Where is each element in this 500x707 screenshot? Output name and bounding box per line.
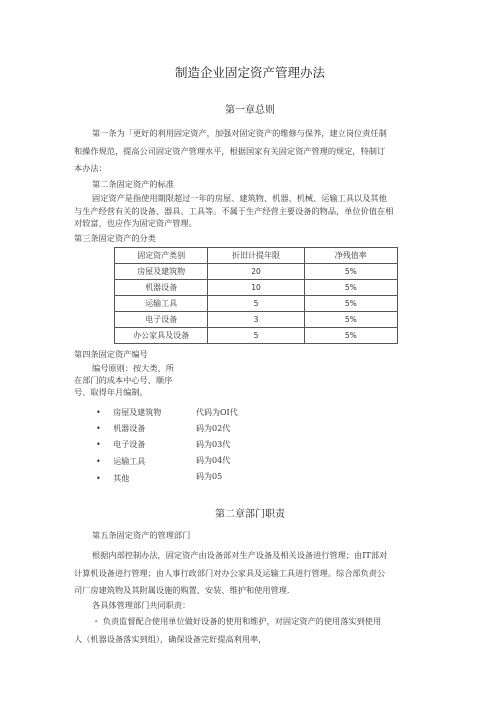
category-bullet-item <box>96 423 145 434</box>
code-line: 码为03代 <box>196 440 231 449</box>
table-row <box>115 264 398 280</box>
article2-line: 固定资产是指使用期限超过一年的房屋、建筑物、机器、机械、运输工具以及其他 <box>92 193 387 203</box>
column-header: 净残值率 <box>304 248 397 264</box>
article4-line: 在部门的成本中心号、顺序 <box>74 375 173 385</box>
residual-rate-cell: 5% <box>304 296 397 312</box>
bullet-label: 其他 <box>113 474 130 483</box>
duty-line: 人（机器设备落实到组），确保设备完好提高利用率， <box>74 633 267 644</box>
code-line: 码为02代 <box>196 424 231 433</box>
residual-rate-cell: 5% <box>304 328 397 344</box>
article1-line: 和操作规范，提高公司固定资产管理水平，根据国家有关固定资产管理的规定，特制订 <box>74 145 386 156</box>
bullet-label: 电子设备 <box>113 440 146 449</box>
category-bullet-item <box>96 407 161 418</box>
article4-title: 第四条固定资产编号 <box>74 349 148 359</box>
article5-line: 根据内部控制办法，固定资产由设备部对生产设备及相关设备进行管理；由IT部对 <box>92 550 388 560</box>
code-line: 码为05 <box>196 472 223 481</box>
bullet-dot: • <box>96 424 101 433</box>
table-row <box>115 296 398 312</box>
article1-line: 第一条为「更好的利用固定资产，加强对固定资产的维修与保养，建立岗位责任制 <box>92 128 387 138</box>
table-header-row <box>115 248 398 264</box>
article4-paragraph <box>74 362 194 398</box>
depreciation-years-cell: 5 <box>208 296 304 312</box>
column-header: 折旧计提年限 <box>208 248 304 264</box>
article5-line: 计算机设备进行管理；由人事行政部门对办公家具及运输工具进行管理。综合部负责公 <box>74 567 386 578</box>
column-header: 固定资产类别 <box>115 248 208 264</box>
category-cell: 运输工具 <box>115 296 208 312</box>
category-bullet-item <box>96 439 145 450</box>
depreciation-years-cell: 3 <box>208 312 304 328</box>
asset-classification-table <box>114 247 398 344</box>
duties-title: 各具体管理部门共同职责： <box>92 600 191 610</box>
bullet-dot: • <box>96 474 101 483</box>
bullet-label: 机器设备 <box>113 424 146 433</box>
bullet-dot: • <box>96 408 101 417</box>
category-bullet-item <box>96 456 145 467</box>
document-title: 制造企业固定资产管理办法 <box>174 65 325 80</box>
bullet-dot: • <box>96 440 101 449</box>
table-row <box>115 312 398 328</box>
category-cell: 办公家具及设备 <box>115 328 208 344</box>
article4-line: 编号原则：按大类、所 <box>92 363 174 373</box>
article2-line: 与生产经营有关的设备、器具、工具等。不属于生产经营主要设备的物品，单位价值在相 <box>74 205 394 216</box>
category-cell: 机器设备 <box>115 280 208 296</box>
bullet-label: 运输工具 <box>113 457 146 466</box>
table-row <box>115 328 398 344</box>
category-cell: 房屋及建筑物 <box>115 264 208 280</box>
article1-line: 本办法： <box>74 163 107 173</box>
chapter1-heading: 第一章总则 <box>225 105 275 116</box>
category-cell: 电子设备 <box>115 312 208 328</box>
table-row <box>115 280 398 296</box>
code-line: 代码为OI代 <box>196 408 238 417</box>
depreciation-years-cell: 20 <box>208 264 304 280</box>
category-bullet-item <box>96 473 129 484</box>
article3-title: 第三条固定资产的分类 <box>74 233 156 243</box>
duties-paragraph <box>74 613 432 648</box>
bullet-dot: • <box>96 457 101 466</box>
duty-line: ・ 负责监督配合使用单位做好设备的使用和维护，对固定资产的使用落实到使用 <box>92 616 382 626</box>
article1-paragraph <box>74 125 430 178</box>
article2-paragraph <box>74 192 430 230</box>
article2-line: 对较富，也应作为固定资产管理。 <box>74 218 197 228</box>
depreciation-years-cell: 5 <box>208 328 304 344</box>
article2-title: 第二条固定资产的标准 <box>92 179 174 189</box>
residual-rate-cell: 5% <box>304 280 397 296</box>
residual-rate-cell: 5% <box>304 264 397 280</box>
article5-line: 司厂房建筑物及其附属设施的购置、安装、维护和使用管理. <box>74 585 290 595</box>
chapter2-heading: 第二章部门职责 <box>215 509 285 520</box>
depreciation-years-cell: 10 <box>208 280 304 296</box>
bullet-label: 房屋及建筑物 <box>113 408 162 417</box>
article5-title: 第五条固定资产的管理部门 <box>92 530 191 540</box>
article4-line: 号、取得年月编制。 <box>74 387 148 397</box>
residual-rate-cell: 5% <box>304 312 397 328</box>
article5-paragraph <box>74 547 432 600</box>
code-line: 码为04代 <box>196 456 231 465</box>
